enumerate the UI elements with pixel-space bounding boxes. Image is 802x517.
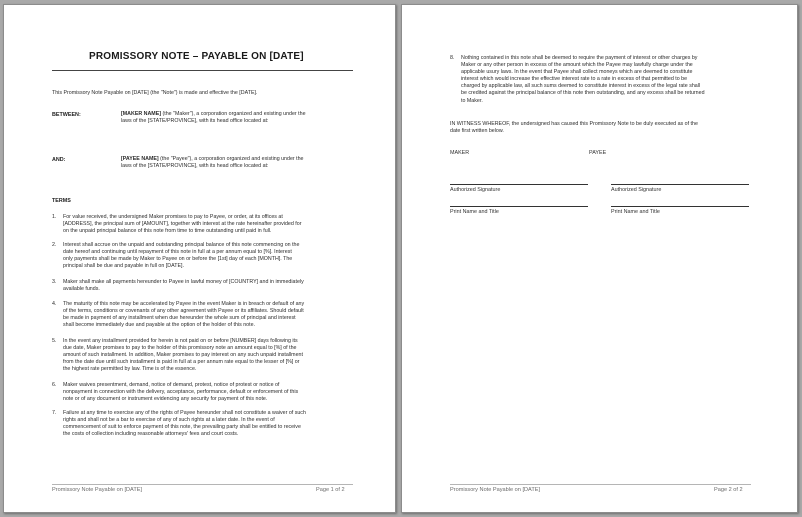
document-page-1 [3,4,396,513]
term-4-number: 4. [52,301,57,307]
witness-paragraph: IN WITNESS WHEREOF, the undersigned has caused this Promissory Note to be duly executed as of the date first written below. [450,121,698,135]
maker-authorized-signature-label: Authorized Signature [450,187,501,193]
term-1-number: 1. [52,214,57,220]
maker-signature-label: MAKER [450,150,470,156]
term-6-number: 6. [52,382,57,388]
footer-title: Promissory Note Payable on [DATE] [52,487,143,493]
payee-print-name-label: Print Name and Title [611,209,660,215]
payee-signature-label: PAYEE [589,150,607,156]
term-3-text: Maker shall make all payments hereunder to Payee in lawful money of [COUNTRY] and in immediately available funds. [63,279,304,293]
payee-name: [PAYEE NAME] [121,156,159,162]
maker-name: [MAKER NAME] [121,111,162,117]
term-5-number: 5. [52,338,57,344]
intro-paragraph: This Promissory Note Payable on [DATE] (the "Note") is made and effective the [DATE]. [52,90,258,96]
between-label: BETWEEN: [52,112,81,118]
title-underline [52,70,353,71]
maker-party-description: [MAKER NAME] (the "Maker"), a corporation organized and existing under the laws of the [STATE/PROVINCE], with its head office located at: [121,111,306,125]
term-2-text: Interest shall accrue on the unpaid and outstanding principal balance of this note commencing on the date hereof and continuing until repayment of this note in full at a per annum equal to [%]. Interest only payments shall be made by Maker to Payee on or before the [1st] day of each [MONTH]. The principal shall be due and payable in full on [DATE]. [63,242,300,270]
term-3-number: 3. [52,279,57,285]
terms-heading: TERMS [52,198,71,204]
document-page-2 [401,4,798,513]
term-4-text: The maturity of this note may be accelerated by Payee in the event Maker is in breach or default of any of the terms, conditions or covenants of any other agreement with Payee or its affiliates. Should default be made in payment of any installment when due hereunder the whole sum of principal and interest shall become immediately due and payable at the option of the holder of this note. [63,301,305,329]
term-5-text: In the event any installment provided for herein is not paid on or before [NUMBER] days following its due date, Maker promises to pay to the holder of this promissory note an amount equal to [%] of the amount of such installment. In addition, Maker promises to pay interest on any such unpaid installment from the date due until such installment is paid in full at a per annum rate equal to the lesser of [%] or the highest rate permitted by law. Time is of the essence. [63,338,303,373]
term-2-number: 2. [52,242,57,248]
payee-signature-line [611,184,749,185]
maker-signature-line [450,184,588,185]
maker-print-name-line [450,206,588,207]
document-title: PROMISSORY NOTE – PAYABLE ON [DATE] [89,51,304,62]
footer-title: Promissory Note Payable on [DATE] [450,487,541,493]
and-label: AND: [52,157,66,163]
term-8-text: Nothing contained in this note shall be deemed to require the payment of interest or other charges by Maker or any other person in excess of the amount which the Payee may lawfully charge under the applicable usury laws. In the event that Payee shall collect moneys which are deemed to constitute interest which would increase the effective interest rate to a rate in excess of that permitted to be charged by applicable law, all such sums deemed to constitute interest in excess of the legal rate shall be credited against the principal balance of this note then outstanding, and any excess shall be returned to Maker. [461,55,705,104]
maker-print-name-label: Print Name and Title [450,209,499,215]
footer-rule [52,484,353,485]
payee-authorized-signature-label: Authorized Signature [611,187,662,193]
term-7-text: Failure at any time to exercise any of the rights of Payee hereunder shall not constitute a waiver of such rights and shall not be a bar to exercise of any of such rights at a later date. In the event of commencement of suit to enforce payment of this note, the prevailing party shall be entitled to receive the costs of collection including reasonable attorneys' fees and court costs. [63,410,306,438]
term-6-text: Maker waives presentment, demand, notice of demand, protest, notice of protest or notice of nonpayment in connection with the delivery, acceptance, performance, default or enforcement of this note or of any document or instrument evidencing any security for payment of this note. [63,382,299,403]
term-8-number: 8. [450,55,455,61]
page-number: Page 2 of 2 [714,487,743,493]
page-number: Page 1 of 2 [316,487,345,493]
term-1-text: For value received, the undersigned Maker promises to pay to Payee, or order, at its offices at [ADDRESS], the principal sum of [AMOUNT], together with interest at the rate hereinafter provided for on the unpaid principal balance of this note from time to time outstanding until paid in full. [63,214,302,235]
payee-print-name-line [611,206,749,207]
term-7-number: 7. [52,410,57,416]
footer-rule [450,484,751,485]
payee-party-description: [PAYEE NAME] (the "Payee"), a corporation organized and existing under the laws of the [STATE/PROVINCE], with its head office located at: [121,156,304,170]
